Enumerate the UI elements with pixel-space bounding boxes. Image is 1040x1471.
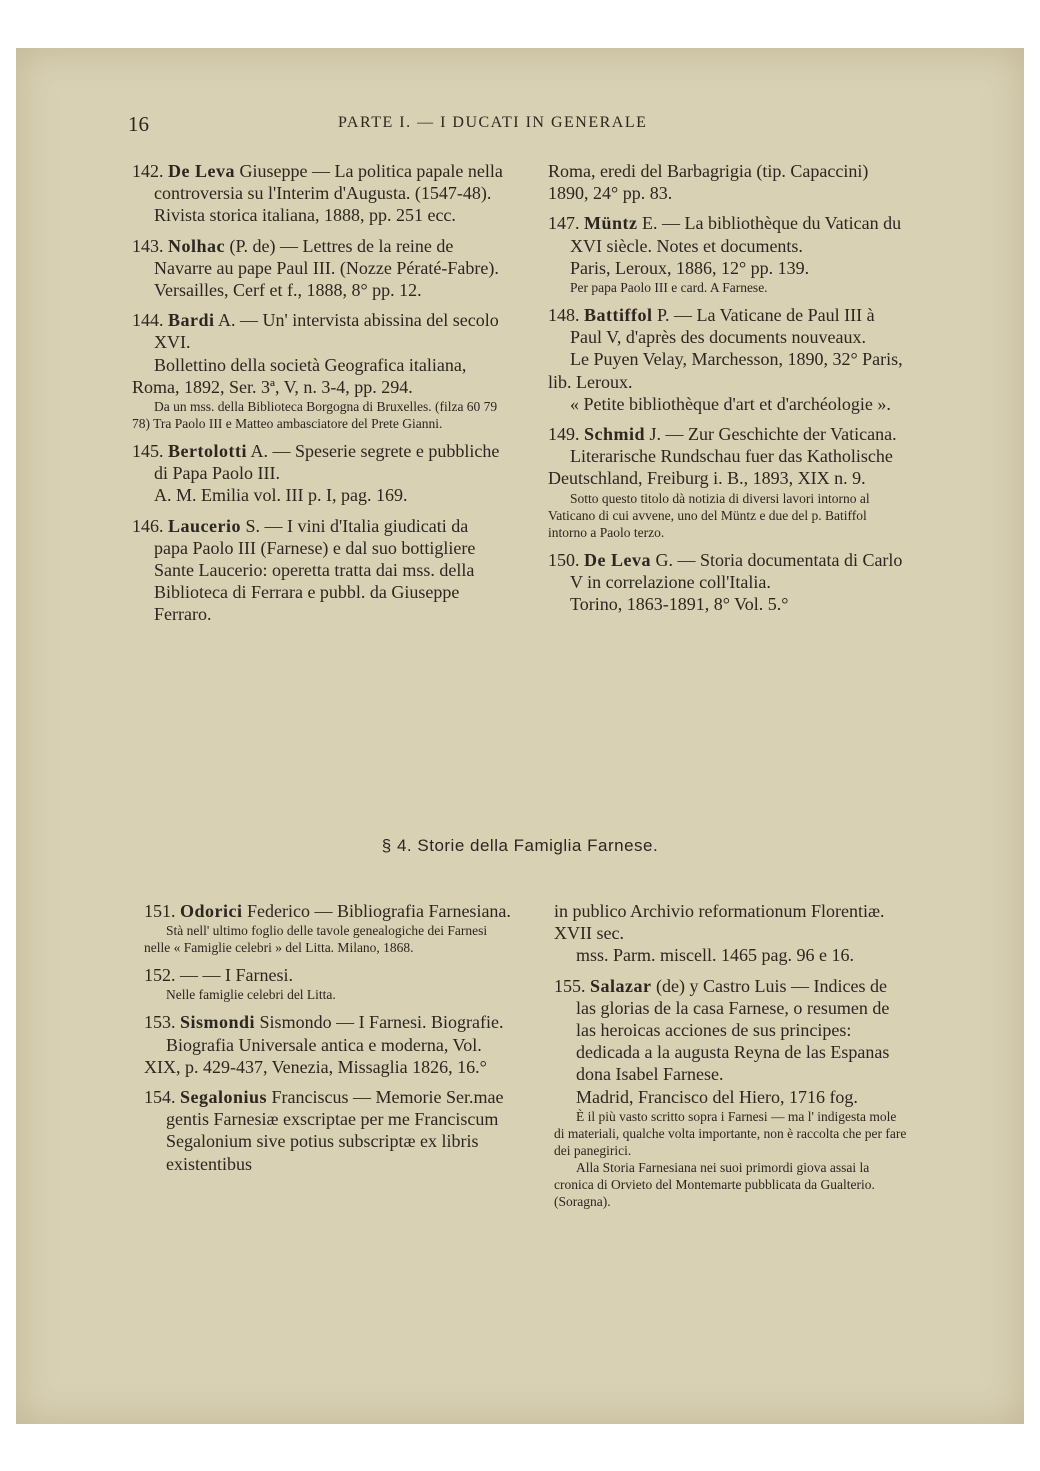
entry-title: Giuseppe — La politica papale nella controversia su l'Interim d'Augusta. (1547-48). bbox=[154, 161, 503, 204]
entry-title: P. — La Vaticane de Paul III à Paul V, d'après des documents nouveaux. bbox=[570, 305, 875, 348]
entry-citation bbox=[132, 440, 504, 484]
entry-title: (P. de) — Lettres de la reine de Navarre au pape Paul III. (Nozze Pératé-Fabre). bbox=[154, 235, 499, 278]
bibliography-entry bbox=[132, 515, 504, 626]
entry-author: Bertolotti bbox=[168, 441, 247, 462]
bibliography-entry bbox=[548, 160, 904, 204]
entry-citation bbox=[554, 975, 910, 1086]
running-title: PARTE I. — I DUCATI IN GENERALE bbox=[338, 114, 648, 131]
entry-number: 154. bbox=[144, 1087, 176, 1108]
entry-author: Laucerio bbox=[168, 515, 241, 536]
entry-publication: Le Puyen Velay, Marchesson, 1890, 32° Paris, lib. Leroux. bbox=[548, 349, 903, 392]
entry-citation bbox=[144, 1011, 514, 1033]
entry-citation bbox=[132, 160, 504, 204]
entry-author: Sismondi bbox=[180, 1012, 256, 1033]
entry-number: 145. bbox=[132, 441, 164, 462]
entry-author: Battiffol bbox=[584, 305, 653, 326]
entry-citation bbox=[144, 900, 514, 922]
entry-title: Sismondo — I Farnesi. Biografie. bbox=[255, 1012, 504, 1033]
entry-title: A. — Speserie segrete e pubbliche di Papa Paolo III. bbox=[154, 441, 500, 484]
column-top-right bbox=[548, 160, 904, 623]
entry-note: Da un mss. della Biblioteca Borgogna di Bruxelles. (filza 60 79 78) Tra Paolo III e Matteo ambasciatore del Prete Gianni. bbox=[132, 399, 498, 432]
entry-note: Per papa Paolo III e card. A Farnese. bbox=[570, 280, 768, 296]
entry-author: Schmid bbox=[584, 424, 646, 445]
entry-number: 150. bbox=[548, 549, 580, 570]
entry-number: 153. bbox=[144, 1012, 176, 1033]
entry-note: È il più vasto scritto sopra i Farnesi — ma l' indigesta mole di materiali, qualche volta importante, non è raccolta che per fare dei panegirici. bbox=[554, 1108, 907, 1158]
entry-author: Bardi bbox=[168, 310, 215, 331]
entry-note: Alla Storia Farnesiana nei suoi primordi giova assai la cronica di Orvieto del Montemarte pubblicata da Gualterio. (Soragna). bbox=[554, 1159, 875, 1209]
entry-number: 143. bbox=[132, 235, 164, 256]
entry-publication: Madrid, Francisco del Hiero, 1716 fog. bbox=[576, 1086, 858, 1107]
entry-title: E. — La bibliothèque du Vatican du XVI siècle. Notes et documents. bbox=[570, 213, 902, 256]
bibliography-entry bbox=[554, 900, 910, 967]
page-number: 16 bbox=[128, 112, 149, 136]
entry-citation bbox=[548, 160, 904, 204]
entry-citation bbox=[554, 900, 910, 944]
section-title: § 4. Storie della Famiglia Farnese. bbox=[381, 836, 659, 855]
bibliography-entry bbox=[132, 309, 504, 432]
entry-citation bbox=[132, 309, 504, 353]
entry-publication: Torino, 1863-1891, 8° Vol. 5.° bbox=[570, 594, 789, 615]
entry-note: Stà nell' ultimo foglio delle tavole genealogiche dei Farnesi nelle « Famiglie celebri » del Litta. Milano, 1868. bbox=[144, 923, 488, 956]
bibliography-entry bbox=[144, 964, 514, 1003]
entry-publication: A. M. Emilia vol. III p. I, pag. 169. bbox=[154, 485, 408, 506]
entry-publication: Literarische Rundschau fuer das Katholische Deutschland, Freiburg i. B., 1893, XIX n. 9. bbox=[548, 446, 893, 489]
bibliography-entry bbox=[548, 549, 904, 616]
bibliography-entry bbox=[132, 160, 504, 227]
entry-citation bbox=[548, 212, 904, 256]
entry-number: 144. bbox=[132, 310, 164, 331]
entry-title: G. — Storia documentata di Carlo V in correlazione coll'Italia. bbox=[570, 549, 903, 592]
entry-number: 146. bbox=[132, 515, 164, 536]
bibliography-entry bbox=[144, 1011, 514, 1078]
entry-author: Nolhac bbox=[168, 235, 225, 256]
entry-number: 142. bbox=[132, 161, 164, 181]
entry-number: 147. bbox=[548, 213, 580, 234]
entry-publication: Bollettino della società Geografica italiana, Roma, 1892, Ser. 3ª, V, n. 3-4, pp. 294. bbox=[132, 354, 467, 397]
entry-publication: Paris, Leroux, 1886, 12° pp. 139. bbox=[570, 257, 810, 278]
column-bottom-right bbox=[554, 900, 910, 1218]
column-bottom-left bbox=[144, 900, 514, 1183]
entry-title: A. — Un' intervista abissina del secolo XVI. bbox=[154, 310, 499, 353]
bibliography-entry bbox=[144, 900, 514, 956]
entry-number: 151. bbox=[144, 901, 176, 921]
entry-author: Müntz bbox=[584, 213, 638, 234]
bibliography-entry bbox=[144, 1086, 514, 1175]
entry-publication: Rivista storica italiana, 1888, pp. 251 ecc. bbox=[154, 205, 456, 226]
entry-author: Salazar bbox=[590, 975, 652, 996]
entry-title: Federico — Bibliografia Farnesiana. bbox=[242, 901, 511, 921]
bibliography-entry bbox=[554, 975, 910, 1210]
entry-author: De Leva bbox=[168, 161, 235, 181]
entry-citation bbox=[144, 964, 514, 986]
bibliography-entry bbox=[132, 440, 504, 507]
entry-publication: Versailles, Cerf et f., 1888, 8° pp. 12. bbox=[154, 280, 422, 301]
column-top-left bbox=[132, 160, 504, 634]
bibliography-entry bbox=[548, 212, 904, 296]
entry-citation bbox=[132, 235, 504, 279]
entry-publication: « Petite bibliothèque d'art et d'archéologie ». bbox=[570, 393, 891, 414]
entry-title: — — I Farnesi. bbox=[180, 965, 293, 986]
entry-number: 148. bbox=[548, 305, 580, 326]
bibliography-entry bbox=[548, 423, 904, 541]
entry-title: in publico Archivio reformationum Florentiæ. XVII sec. bbox=[554, 901, 885, 944]
entry-title: Roma, eredi del Barbagrigia (tip. Capaccini) 1890, 24° pp. 83. bbox=[548, 161, 869, 204]
entry-publication: mss. Parm. miscell. 1465 pag. 96 e 16. bbox=[576, 945, 854, 966]
entry-citation bbox=[548, 549, 904, 593]
entry-citation bbox=[132, 515, 504, 626]
entry-title: (de) y Castro Luis — Indices de las glorias de la casa Farnese, o resumen de las heroicas acciones de sus principes: dedicada a la augusta Reyna de las Espanas dona Isabel Farnese. bbox=[576, 975, 890, 1085]
entry-author: Odorici bbox=[180, 901, 243, 921]
entry-author: Segalonius bbox=[180, 1087, 268, 1108]
entry-note: Nelle famiglie celebri del Litta. bbox=[166, 987, 336, 1003]
entry-publication: Biografia Universale antica e moderna, Vol. XIX, p. 429-437, Venezia, Missaglia 1826, 16.° bbox=[144, 1034, 487, 1077]
entry-citation bbox=[548, 423, 904, 445]
entry-note: Sotto questo titolo dà notizia di diversi lavori intorno al Vaticano di cui avvene, uno del Müntz e due del p. Batiffol intorno a Paolo terzo. bbox=[548, 490, 870, 540]
entry-title: Franciscus — Memorie Ser.mae gentis Farnesiæ exscriptae per me Franciscum Segalonium sive potius subscriptæ ex libris existentibus bbox=[166, 1087, 504, 1174]
entry-title: J. — Zur Geschichte der Vaticana. bbox=[645, 424, 897, 445]
entry-citation bbox=[144, 1086, 514, 1175]
bibliography-entry bbox=[548, 304, 904, 415]
entry-author: De Leva bbox=[584, 549, 651, 570]
entry-number: 149. bbox=[548, 424, 580, 445]
bibliography-entry bbox=[132, 235, 504, 302]
entry-title: S. — I vini d'Italia giudicati da papa Paolo III (Farnese) e dal suo bottigliere Sante Laucerio: operetta tratta dai mss. della Biblioteca di Ferrara e pubbl. da Giuseppe Ferraro. bbox=[154, 515, 476, 625]
entry-citation bbox=[548, 304, 904, 348]
entry-number: 155. bbox=[554, 975, 586, 996]
entry-number: 152. bbox=[144, 965, 176, 986]
